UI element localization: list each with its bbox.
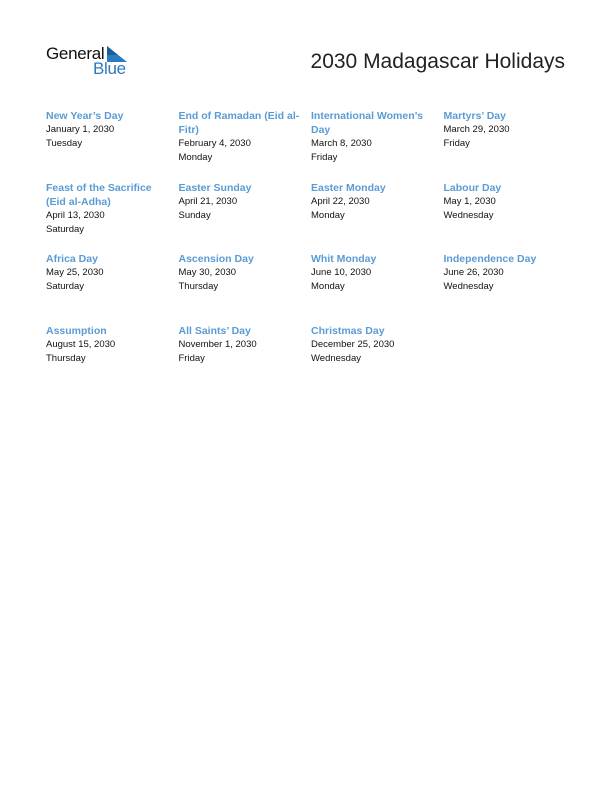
page-title: 2030 Madagascar Holidays [310, 50, 565, 73]
holiday-date: February 4, 2030 [178, 138, 251, 149]
holiday-row [46, 109, 576, 181]
holiday-row [46, 181, 576, 252]
holiday-weekday: Saturday [46, 281, 85, 292]
holiday-date: April 13, 2030 [46, 210, 105, 221]
holiday-date: April 21, 2030 [178, 196, 238, 207]
holiday-row [46, 324, 576, 384]
holiday-date: March 8, 2030 [311, 138, 372, 149]
holiday-date: April 22, 2030 [311, 196, 370, 207]
holiday-name: Easter Sunday [178, 182, 252, 194]
holiday-grid [46, 109, 576, 384]
holiday-weekday: Wednesday [443, 210, 494, 221]
holiday-date: December 25, 2030 [311, 339, 395, 350]
holiday-name: Christmas Day [311, 325, 385, 337]
holiday-name: End of Ramadan (Eid al-Fitr) [178, 110, 300, 136]
logo-text-blue: Blue [93, 59, 126, 78]
holiday-row [46, 252, 576, 324]
holiday-date: March 29, 2030 [443, 124, 510, 135]
holiday-date: May 30, 2030 [178, 267, 237, 278]
holiday-name: Assumption [46, 325, 107, 337]
holiday-item [179, 109, 312, 181]
holiday-item [311, 324, 444, 384]
holiday-weekday: Tuesday [46, 138, 83, 149]
holiday-item [444, 181, 577, 252]
holiday-weekday: Friday [443, 138, 470, 149]
holiday-item [311, 181, 444, 252]
holiday-name: Labour Day [443, 182, 502, 194]
holiday-name: Easter Monday [311, 182, 386, 194]
holiday-item [46, 324, 179, 384]
holiday-item [179, 252, 312, 324]
holiday-date: June 10, 2030 [311, 267, 372, 278]
holiday-weekday: Monday [311, 210, 345, 221]
holiday-name: New Year’s Day [46, 110, 124, 122]
holiday-name: Independence Day [443, 253, 537, 265]
holiday-name: International Women’s Day [311, 110, 424, 136]
holiday-name: Whit Monday [311, 253, 377, 265]
holiday-item [311, 109, 444, 181]
holiday-item [46, 109, 179, 181]
holiday-item [311, 252, 444, 324]
logo-text-general: General [46, 44, 105, 63]
holiday-item [179, 324, 312, 384]
holiday-item [46, 252, 179, 324]
holiday-date: May 1, 2030 [443, 196, 496, 207]
holiday-item [444, 252, 577, 324]
holiday-weekday: Wednesday [311, 353, 361, 364]
holiday-item [444, 109, 577, 181]
holiday-date: August 15, 2030 [46, 339, 116, 350]
holiday-weekday: Thursday [178, 281, 219, 292]
holiday-name: Ascension Day [178, 253, 254, 265]
holiday-name: Africa Day [46, 253, 98, 265]
holiday-weekday: Saturday [46, 224, 85, 235]
holiday-weekday: Monday [178, 152, 213, 163]
holiday-name: Martyrs’ Day [443, 110, 506, 122]
holiday-date: November 1, 2030 [178, 339, 257, 350]
holiday-weekday: Friday [178, 353, 205, 364]
holiday-weekday: Wednesday [443, 281, 494, 292]
holiday-item [179, 181, 312, 252]
holiday-name: All Saints’ Day [178, 325, 251, 337]
holiday-date: June 26, 2030 [443, 267, 504, 278]
holiday-date: January 1, 2030 [46, 124, 115, 135]
holiday-weekday: Thursday [46, 353, 86, 364]
holiday-weekday: Monday [311, 281, 345, 292]
holiday-item [46, 181, 179, 252]
holiday-date: May 25, 2030 [46, 267, 104, 278]
holiday-name: Feast of the Sacrifice (Eid al-Adha) [46, 182, 152, 208]
holiday-weekday: Sunday [178, 210, 211, 221]
holiday-weekday: Friday [311, 152, 338, 163]
brand-logo [46, 44, 136, 80]
